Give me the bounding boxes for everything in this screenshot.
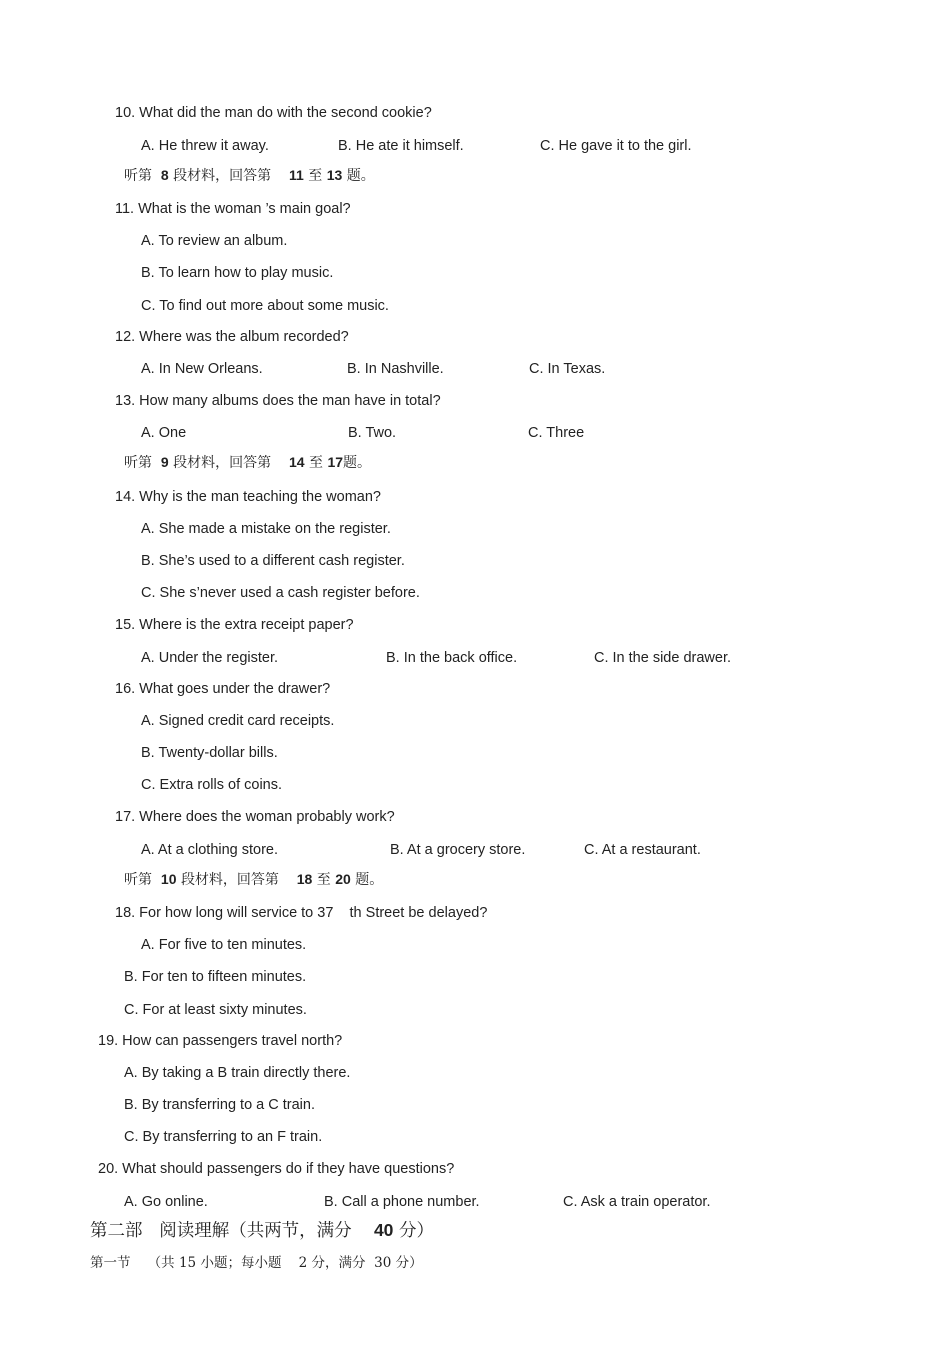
q10-option-b: B. He ate it himself. [338, 138, 464, 154]
part-2-heading: 第二部 阅读理解（共两节，满分 40 分） [90, 1220, 434, 1241]
q19-option-c: C. By transferring to an F train. [124, 1129, 323, 1145]
q13-option-c: C. Three [528, 425, 585, 441]
q17-option-c: C. At a restaurant. [584, 842, 701, 858]
q19-option-a: A. By taking a B train directly there. [124, 1065, 351, 1081]
q19-question: 19. How can passengers travel north? [98, 1033, 343, 1049]
q16-option-b: B. Twenty-dollar bills. [141, 745, 278, 761]
section-10-heading: 听第 10 段材料，回答第 18 至 20 题。 [124, 871, 384, 888]
q20-option-b: B. Call a phone number. [324, 1194, 480, 1210]
q11-option-a: A. To review an album. [141, 233, 288, 249]
q13-question: 13. How many albums does the man have in total? [115, 393, 441, 409]
q14-question: 14. Why is the man teaching the woman? [115, 489, 381, 505]
q13-option-a: A. One [141, 425, 187, 441]
section-9-heading: 听第 9 段材料，回答第 14 至 17题。 [124, 454, 372, 471]
q11-question: 11. What is the woman ’s main goal? [115, 201, 351, 217]
q14-option-b: B. She’s used to a different cash register. [141, 553, 405, 569]
q11-option-c: C. To find out more about some music. [141, 298, 389, 314]
q18-option-a: A. For five to ten minutes. [141, 937, 307, 953]
q15-option-b: B. In the back office. [386, 650, 518, 666]
section-8-heading: 听第 8 段材料，回答第 11 至 13 题。 [124, 167, 375, 184]
q13-option-b: B. Two. [348, 425, 397, 441]
q14-option-c: C. She s’never used a cash register before. [141, 585, 420, 601]
q12-question: 12. Where was the album recorded? [115, 329, 349, 345]
q12-option-b: B. In Nashville. [347, 361, 444, 377]
q12-option-c: C. In Texas. [529, 361, 606, 377]
q18-option-b: B. For ten to fifteen minutes. [124, 969, 307, 985]
q20-question: 20. What should passengers do if they have questions? [98, 1161, 455, 1177]
q10-option-c: C. He gave it to the girl. [540, 138, 692, 154]
q20-option-a: A. Go online. [124, 1194, 208, 1210]
q19-option-b: B. By transferring to a C train. [124, 1097, 315, 1113]
q10-option-a: A. He threw it away. [141, 138, 269, 154]
q15-option-a: A. Under the register. [141, 650, 279, 666]
q16-option-c: C. Extra rolls of coins. [141, 777, 283, 793]
q18-question: 18. For how long will service to 37 th Street be delayed? [115, 905, 488, 921]
q12-option-a: A. In New Orleans. [141, 361, 263, 377]
q16-option-a: A. Signed credit card receipts. [141, 713, 335, 729]
q16-question: 16. What goes under the drawer? [115, 681, 331, 697]
q20-option-c: C. Ask a train operator. [563, 1194, 711, 1210]
q17-option-a: A. At a clothing store. [141, 842, 279, 858]
q14-option-a: A. She made a mistake on the register. [141, 521, 391, 537]
part-2-section-1-heading: 第一节 （共 15 小题；每小题 2 分，满分 30 分） [90, 1255, 423, 1271]
q10-question: 10. What did the man do with the second cookie? [115, 105, 432, 121]
q17-option-b: B. At a grocery store. [390, 842, 526, 858]
q15-option-c: C. In the side drawer. [594, 650, 732, 666]
q11-option-b: B. To learn how to play music. [141, 265, 334, 281]
q18-option-c: C. For at least sixty minutes. [124, 1002, 307, 1018]
q15-question: 15. Where is the extra receipt paper? [115, 617, 354, 633]
q17-question: 17. Where does the woman probably work? [115, 809, 395, 825]
